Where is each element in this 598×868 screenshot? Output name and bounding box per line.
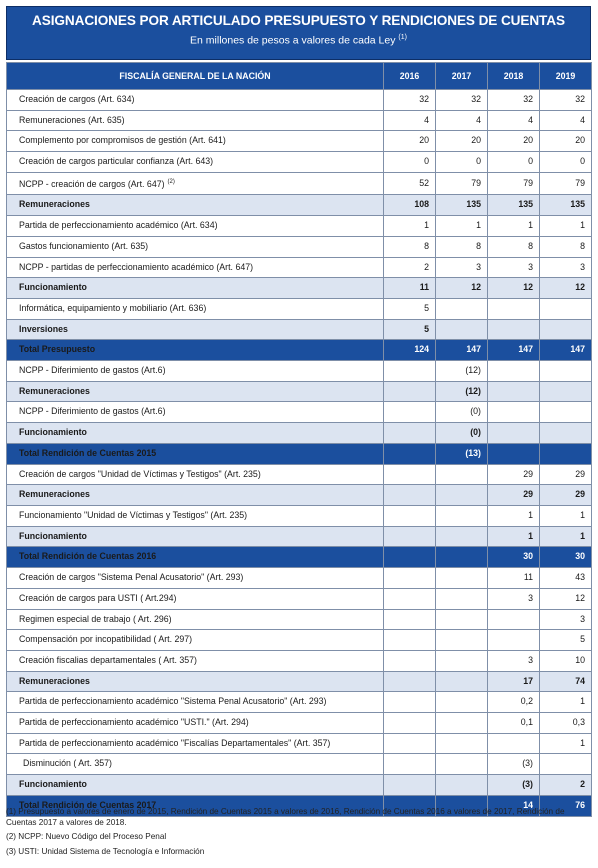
cell-2016 [384,526,436,547]
cell-2016 [384,754,436,775]
cell-2017 [436,609,488,630]
table-row [7,754,592,775]
row-label [7,630,384,651]
cell-2017 [436,775,488,796]
row-label [7,278,384,299]
cell-2017: (12) [436,361,488,382]
row-label [7,568,384,589]
row-label [7,754,384,775]
footnote-2: (2) NCPP: Nuevo Código del Proceso Penal [6,832,167,841]
cell-2019 [540,319,592,340]
row-label-text: Remuneraciones [19,199,90,210]
table-row [7,630,592,651]
subtotal-row [7,485,592,506]
row-label [7,713,384,734]
cell-2017: (12) [436,381,488,402]
cell-2018: 0 [488,152,540,173]
cell-2016 [384,692,436,713]
cell-2017 [436,298,488,319]
cell-2017: 12 [436,278,488,299]
table-row [7,588,592,609]
subtotal-row [7,423,592,444]
row-label [7,526,384,547]
cell-2019 [540,298,592,319]
row-label-text: Total Presupuesto [19,344,96,355]
row-label-text: Creación de cargos "Sistema Penal Acusatorio" (Art. 293) [19,572,244,583]
row-footnote-ref: (2) [167,178,175,185]
cell-2019: 79 [540,172,592,195]
cell-2016: 2 [384,257,436,278]
cell-2018 [488,443,540,464]
cell-2016: 5 [384,298,436,319]
table-row [7,90,592,111]
row-label-text: NCPP - partidas de perfeccionamiento académico (Art. 647) [19,261,254,272]
cell-2016: 4 [384,110,436,131]
table-row [7,131,592,152]
row-label [7,609,384,630]
row-label [7,152,384,173]
total-row [7,340,592,361]
cell-2017 [436,733,488,754]
row-label-text: Creación fiscalias departamentales ( Art. 357) [19,654,197,665]
total-row [7,547,592,568]
column-header-row [7,63,592,90]
column-header-2016: 2016 [384,63,436,90]
cell-2018 [488,609,540,630]
row-label-text: Funcionamiento [19,530,87,541]
row-label-text: Total Rendición de Cuentas 2015 [19,447,157,458]
cell-2018: 29 [488,485,540,506]
table-row [7,402,592,423]
row-label-text: Remuneraciones [19,675,90,686]
cell-2018: 12 [488,278,540,299]
table-row [7,692,592,713]
cell-2016 [384,443,436,464]
subtotal-row [7,195,592,216]
cell-2017: 135 [436,195,488,216]
cell-2016: 124 [384,340,436,361]
cell-2017 [436,568,488,589]
row-label-text: Disminución ( Art. 357) [23,758,112,769]
row-label-text: Remuneraciones [19,489,90,500]
cell-2018 [488,630,540,651]
row-label [7,402,384,423]
row-label [7,671,384,692]
cell-2019: 4 [540,110,592,131]
table-row [7,152,592,173]
row-label-text: Partida de perfeccionamiento académico "Fiscalías Departamentales" (Art. 357) [19,737,331,748]
row-label [7,298,384,319]
table-row [7,568,592,589]
cell-2016 [384,547,436,568]
cell-2019: 0 [540,152,592,173]
cell-2018 [488,361,540,382]
row-label-text: Creación de cargos particular confianza (Art. 643) [19,156,214,167]
cell-2019: 32 [540,90,592,111]
row-label [7,650,384,671]
cell-2016 [384,671,436,692]
row-label-text: Regimen especial de trabajo ( Art. 296) [19,613,172,624]
cell-2018 [488,319,540,340]
cell-2016 [384,464,436,485]
cell-2018: 147 [488,340,540,361]
cell-2017 [436,485,488,506]
cell-2019: 12 [540,588,592,609]
cell-2017: (13) [436,443,488,464]
row-label-text: Remuneraciones (Art. 635) [19,114,125,125]
page-title: ASIGNACIONES POR ARTICULADO PRESUPUESTO Y RENDICIONES DE CUENTAS [32,13,565,28]
cell-2016 [384,630,436,651]
cell-2019: 5 [540,630,592,651]
cell-2017: (0) [436,402,488,423]
row-label-text: Compensación por incopatibilidad ( Art. 297) [19,634,193,645]
cell-2019: 1 [540,733,592,754]
cell-2018: 79 [488,172,540,195]
cell-2016 [384,402,436,423]
cell-2017: 20 [436,131,488,152]
table-row [7,298,592,319]
cell-2019: 1 [540,526,592,547]
cell-2017 [436,319,488,340]
cell-2018 [488,423,540,444]
row-label-text: Partida de perfeccionamiento académico (Art. 634) [19,220,218,231]
cell-2018: 0,1 [488,713,540,734]
cell-2018: 11 [488,568,540,589]
row-label [7,381,384,402]
row-label [7,692,384,713]
table-row [7,216,592,237]
cell-2017 [436,505,488,526]
row-label-text: Creación de cargos "Unidad de Víctimas y Testigos" (Art. 235) [19,468,261,479]
cell-2019 [540,381,592,402]
cell-2018: 3 [488,588,540,609]
row-label-text: Gastos funcionamiento (Art. 635) [19,240,149,251]
row-label [7,216,384,237]
row-label-text: Partida de perfeccionamiento académico "Sistema Penal Acusatorio" (Art. 293) [19,696,327,707]
subtotal-row [7,775,592,796]
footnote-1: (1) Presupuesto a valores de enero de 2015, Rendición de Cuentas 2015 a valores de 2016, Rendición de Cuentas 2016 a valores de 2017, Rendición de Cuentas 2017 a valores de 2018. [6,807,565,827]
row-label [7,775,384,796]
cell-2019 [540,402,592,423]
table-row [7,172,592,195]
cell-2019: 1 [540,505,592,526]
cell-2016 [384,650,436,671]
cell-2018: 0,2 [488,692,540,713]
cell-2018: 32 [488,90,540,111]
row-label [7,90,384,111]
column-header-label: FISCALÍA GENERAL DE LA NACIÓN [7,63,384,90]
cell-2019: 135 [540,195,592,216]
row-label [7,110,384,131]
cell-2017: 0 [436,152,488,173]
table-row [7,733,592,754]
cell-2016 [384,423,436,444]
cell-2018 [488,298,540,319]
row-label [7,340,384,361]
cell-2018: 20 [488,131,540,152]
cell-2019: 0,3 [540,713,592,734]
table-row [7,361,592,382]
cell-2019: 74 [540,671,592,692]
subtotal-row [7,381,592,402]
row-label-text: NCPP - Diferimiento de gastos (Art.6) [19,365,166,376]
subtotal-row [7,319,592,340]
subtitle-footnote-ref: (1) [398,34,407,41]
table-row [7,609,592,630]
cell-2016 [384,733,436,754]
row-label [7,464,384,485]
column-header-2018: 2018 [488,63,540,90]
cell-2016 [384,609,436,630]
row-label-text: Complemento por compromisos de gestión (Art. 641) [19,135,226,146]
cell-2016: 108 [384,195,436,216]
cell-2019: 29 [540,485,592,506]
cell-2017 [436,526,488,547]
row-label-text: Total Rendición de Cuentas 2016 [19,551,157,562]
cell-2019: 30 [540,547,592,568]
subtotal-row [7,526,592,547]
row-label [7,319,384,340]
footnotes [6,807,592,861]
cell-2018: (3) [488,775,540,796]
cell-2018 [488,733,540,754]
cell-2019 [540,443,592,464]
cell-2019: 43 [540,568,592,589]
budget-table [6,62,592,817]
subtitle-text: En millones de pesos a valores de cada Ley [190,34,396,47]
footnote-3: (3) USTI: Unidad Sistema de Tecnología e Información [6,846,205,856]
row-label-text: Total Rendición de Cuentas 2017 [19,799,157,810]
cell-2018: 1 [488,526,540,547]
cell-2017 [436,713,488,734]
cell-2017: 4 [436,110,488,131]
cell-2016 [384,713,436,734]
table-row [7,236,592,257]
cell-2019: 1 [540,692,592,713]
column-header-2017: 2017 [436,63,488,90]
cell-2018: 4 [488,110,540,131]
row-label [7,131,384,152]
cell-2017: 147 [436,340,488,361]
row-label-text: Creación de cargos para USTI ( Art.294) [19,592,177,603]
cell-2018: 14 [488,795,540,816]
cell-2018: 1 [488,505,540,526]
cell-2016: 0 [384,152,436,173]
total-row [7,443,592,464]
row-label-text: Inversiones [19,323,68,334]
subtotal-row [7,671,592,692]
table-row [7,110,592,131]
row-label [7,485,384,506]
cell-2019: 147 [540,340,592,361]
cell-2019: 76 [540,795,592,816]
cell-2017 [436,692,488,713]
row-label [7,361,384,382]
row-label [7,236,384,257]
cell-2017 [436,630,488,651]
cell-2016: 1 [384,216,436,237]
cell-2019: 3 [540,609,592,630]
cell-2017 [436,588,488,609]
table-body [7,90,592,817]
cell-2017 [436,754,488,775]
row-label-text: Funcionamiento [19,282,87,293]
cell-2016 [384,381,436,402]
cell-2017 [436,464,488,485]
cell-2016: 32 [384,90,436,111]
cell-2019: 12 [540,278,592,299]
cell-2016: 8 [384,236,436,257]
row-label-text: Funcionamiento [19,779,87,790]
cell-2017: 79 [436,172,488,195]
cell-2019: 10 [540,650,592,671]
cell-2016 [384,775,436,796]
cell-2016: 5 [384,319,436,340]
row-label-text: Creación de cargos (Art. 634) [19,94,135,104]
row-label [7,257,384,278]
row-label-text: NCPP - Diferimiento de gastos (Art.6) [19,406,166,417]
page-subtitle [7,34,590,47]
cell-2018: 3 [488,257,540,278]
cell-2016 [384,568,436,589]
cell-2016 [384,588,436,609]
cell-2017: (0) [436,423,488,444]
cell-2018: 30 [488,547,540,568]
cell-2018: 3 [488,650,540,671]
cell-2016 [384,361,436,382]
cell-2018: 29 [488,464,540,485]
cell-2018: 1 [488,216,540,237]
cell-2016: 11 [384,278,436,299]
table-header-banner [6,6,591,60]
column-header-2019: 2019 [540,63,592,90]
cell-2019: 3 [540,257,592,278]
row-label [7,195,384,216]
cell-2017: 8 [436,236,488,257]
row-label [7,172,384,195]
table-row [7,713,592,734]
cell-2017 [436,671,488,692]
cell-2019: 8 [540,236,592,257]
row-label-text: NCPP - creación de cargos (Art. 647) [19,178,165,189]
row-label [7,588,384,609]
cell-2019: 2 [540,775,592,796]
cell-2016: 52 [384,172,436,195]
cell-2019 [540,361,592,382]
row-label [7,443,384,464]
cell-2016 [384,505,436,526]
cell-2018: 17 [488,671,540,692]
cell-2017: 32 [436,90,488,111]
cell-2017 [436,547,488,568]
table-row [7,464,592,485]
row-label-text: Partida de perfeccionamiento académico "USTI." (Art. 294) [19,717,249,728]
row-label-text: Funcionamiento "Unidad de Víctimas y Testigos" (Art. 235) [19,509,248,520]
row-label [7,505,384,526]
cell-2018: 135 [488,195,540,216]
cell-2017: 1 [436,216,488,237]
cell-2019: 20 [540,131,592,152]
cell-2019 [540,423,592,444]
row-label [7,547,384,568]
cell-2019: 1 [540,216,592,237]
table-row [7,257,592,278]
cell-2018: (3) [488,754,540,775]
row-label [7,733,384,754]
cell-2017 [436,650,488,671]
cell-2018 [488,381,540,402]
row-label [7,423,384,444]
table-row [7,505,592,526]
row-label-text: Remuneraciones [19,385,90,396]
subtotal-row [7,278,592,299]
cell-2016: 20 [384,131,436,152]
row-label-text: Informática, equipamiento y mobiliario (Art. 636) [19,302,207,313]
cell-2016 [384,485,436,506]
row-label-text: Funcionamiento [19,427,87,438]
cell-2019: 29 [540,464,592,485]
cell-2018: 8 [488,236,540,257]
cell-2018 [488,402,540,423]
table-row [7,650,592,671]
cell-2017: 3 [436,257,488,278]
cell-2019 [540,754,592,775]
